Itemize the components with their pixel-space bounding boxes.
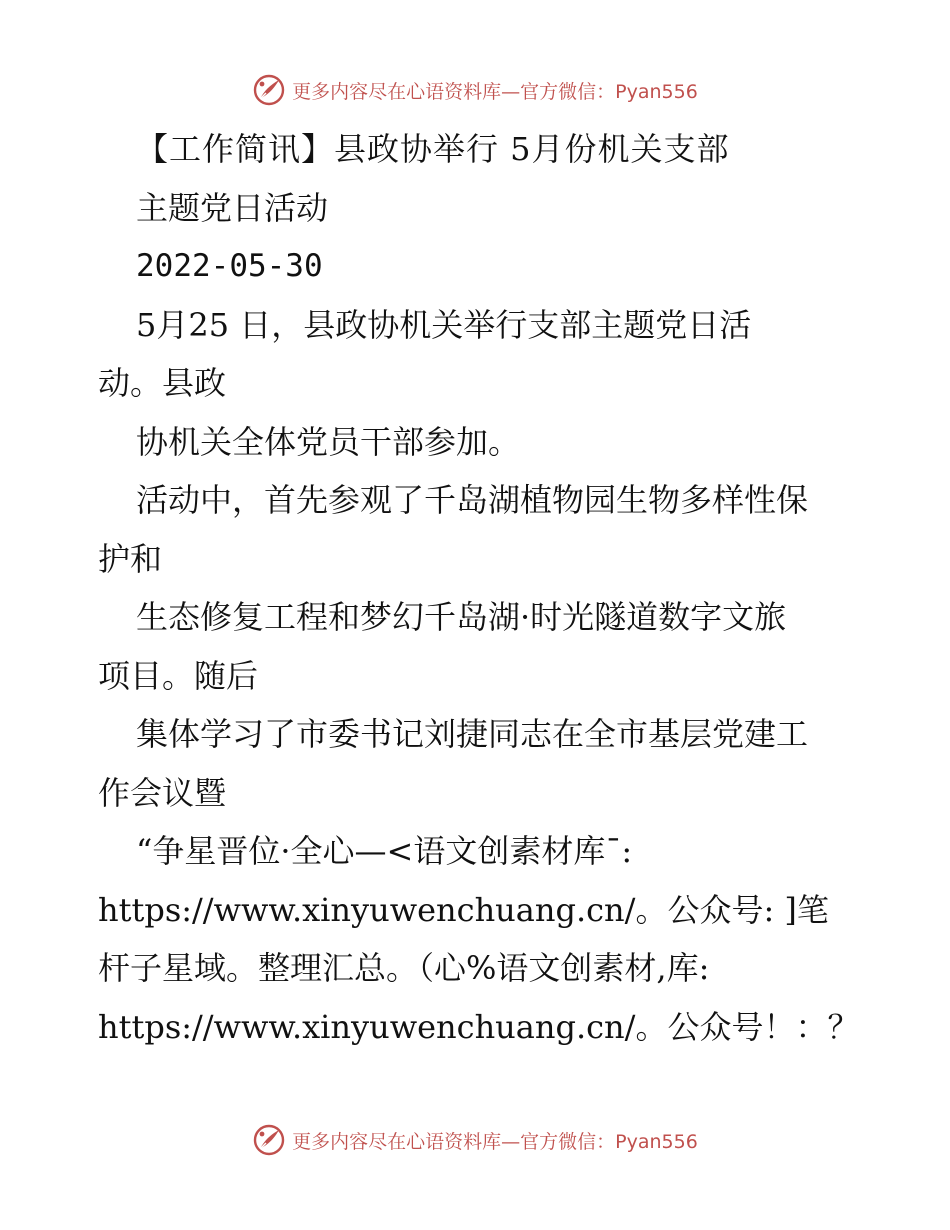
footer-watermark	[0, 1120, 950, 1160]
document-date: 2022-05-30	[136, 248, 323, 284]
watermark-text: 更多内容尽在心语资料库—官方微信：Pyan556	[292, 80, 698, 103]
paragraph-line: 5月25 日，县政协机关举行支部主题党日活	[136, 305, 752, 344]
paragraph-line: 作会议暨	[98, 773, 227, 812]
quill-pen-logo-icon	[252, 73, 286, 107]
paragraph-line: 活动中，首先参观了千岛湖植物园生物多样性保	[136, 481, 809, 519]
url-line: https://www.xinyuwenchuang.cn/。公众号: ]笔	[98, 890, 829, 929]
paragraph-line: 杆子星域。整理汇总。（心%语文创素材,库:	[98, 949, 710, 987]
paragraph-line: 动。县政	[98, 364, 227, 402]
quill-pen-logo-icon	[252, 1123, 286, 1157]
paragraph-line: 集体学习了市委书记刘捷同志在全市基层党建工	[136, 715, 809, 753]
paragraph-line: 项目。随后	[98, 656, 259, 695]
header-watermark	[0, 70, 950, 110]
paragraph-line: 生态修复工程和梦幻千岛湖·时光隧道数字文旅	[136, 598, 787, 636]
watermark-id: Pyan556	[615, 1130, 698, 1153]
document-title-line-1: 【工作简讯】县政协举行 5月份机关支部	[136, 130, 730, 168]
watermark-group	[252, 73, 698, 107]
paragraph-line: 协机关全体党员干部参加。	[136, 422, 521, 461]
url-line: https://www.xinyuwenchuang.cn/。公众号！：？	[98, 1007, 860, 1046]
watermark-text: 更多内容尽在心语资料库—官方微信：Pyan556	[292, 1130, 698, 1153]
paragraph-line: “争星晋位·全心—<语文创素材库¯:	[136, 832, 633, 870]
document-body	[98, 120, 858, 1056]
watermark-group	[252, 1123, 698, 1157]
document-title-line-2: 主题党日活动	[136, 188, 329, 227]
paragraph-line: 护和	[98, 539, 163, 578]
watermark-id: Pyan556	[615, 80, 698, 103]
